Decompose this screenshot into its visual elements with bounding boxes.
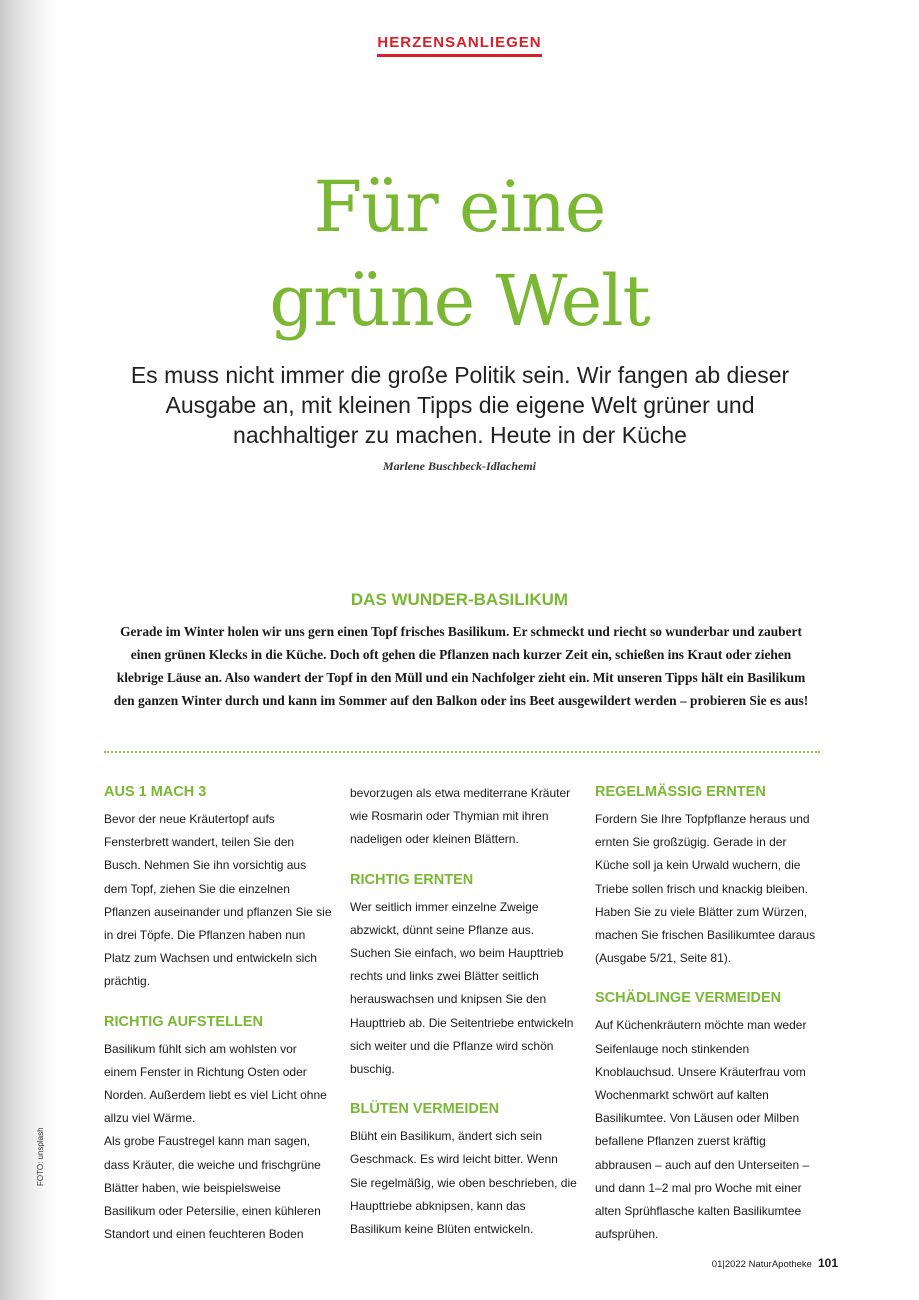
paragraph: Basilikum fühlt sich am wohlsten vor einem Fenster in Richtung Osten oder Norden. Außerdem liebt es viel Licht ohne allzu viel Wärme. (104, 1041, 327, 1126)
subheading-blueten-vermeiden: BLÜTEN VERMEIDEN (350, 1101, 500, 1118)
subheading-richtig-aufstellen: RICHTIG AUFSTELLEN (104, 1013, 263, 1030)
issue-label: 01|2022 NaturApotheke (711, 1259, 812, 1270)
dotted-divider (104, 751, 820, 753)
intro-text: Es muss nicht immer die große Politik sein. Wir fangen ab dieser Ausgabe an, mit kleinen Tipps die eigene Welt grüner und nachhaltiger zu machen. Heute in der Küche (130, 362, 790, 448)
paragraph-continued: bevorzugen als etwa mediterrane Kräuter wie Rosmarin oder Thymian mit ihren nadeligen oder kleinen Blättern. (350, 786, 571, 847)
subheading-regelmaessig-ernten: REGELMÄSSIG ERNTEN (595, 784, 766, 800)
kicker-label: HERZENSANLIEGEN (377, 34, 541, 57)
paragraph: Auf Küchenkräutern möchte man weder Seifenlauge noch stinkenden Knoblauchsud. Unsere Kräuterfrau vom Wochenmarkt schwört auf kalten Basilikumtee. Von Läusen oder Milben befallene Pflanzen zuerst kräftig abbrausen – auch auf den Unterseiten – und dann 1–2 mal pro Woche mit einer alten Sprühflasche kalten Basilikumtee aufsprühen. (595, 1018, 810, 1242)
subheading-richtig-ernten: RICHTIG ERNTEN (350, 871, 474, 888)
author-byline: Marlene Buschbeck-Idlachemi (383, 459, 536, 473)
paragraph: Blüht ein Basilikum, ändert sich sein Geschmack. Es wird leicht bitter. Wenn Sie regelmäßig, wie oben beschrieben, die Haupttriebe abknipsen, kann das Basilikum keine Blüten entwickeln. (350, 1129, 577, 1237)
subheading-schaedlinge-vermeiden: SCHÄDLINGE VERMEIDEN (595, 990, 782, 1007)
page-number: 101 (817, 1256, 838, 1270)
paragraph: Als grobe Faustregel kann man sagen, dass Kräuter, die weiche und frischgrüne Blätter haben, wie beispielsweise Basilikum oder Petersilie, einen kühleren Standort und einen feuchteren Boden (104, 1134, 321, 1242)
page-footer (712, 1256, 838, 1270)
column-1 (104, 782, 332, 1246)
title-line-2: grüne Welt (269, 260, 650, 342)
column-3 (595, 782, 823, 1246)
title-line-1: Für eine (313, 166, 606, 248)
paragraph: Wer seitlich immer einzelne Zweige abzwickt, dünnt seine Pflanze aus. Suchen Sie einfach, wo beim Haupttrieb rechts und links zwei Blätter seitlich herauswachsen und knipsen Sie den Haupttrieb ab. Die Seitentriebe entwickeln sich weiter und die Pflanze wird schön buschig. (350, 899, 574, 1077)
column-2 (350, 782, 578, 1241)
photo-credit: FOTO: unsplash (36, 1127, 45, 1186)
subheading-aus-1-mach-3: AUS 1 MACH 3 (104, 784, 207, 800)
page-title (0, 160, 919, 348)
paragraph: Bevor der neue Kräutertopf aufs Fensterbrett wandert, teilen Sie den Busch. Nehmen Sie ihn vorsichtig aus dem Topf, ziehen Sie die einzelnen Pflanzen auseinander und pflanzen Sie sie in drei Töpfe. Die Pflanzen haben nun Platz zum Wachsen und entwickeln sich prächtig. (104, 812, 332, 989)
section-lead: Gerade im Winter holen wir uns gern einen Topf frisches Basilikum. Er schmeckt und riecht so wunderbar und zaubert einen grünen Klecks in die Küche. Doch oft gehen die Pflanzen nach kurzer Zeit ein, schießen ins Kraut oder ziehen klebrige Läuse an. Also wandert der Topf in den Müll und ein Nachfolger zieht ein. Mit unseren Tipps hält ein Basilikum den ganzen Winter durch und kann im Sommer auf den Balkon oder ins Beet ausgewildert werden – probieren Sie es aus! (113, 624, 809, 708)
kicker (0, 34, 919, 57)
paragraph: Fordern Sie Ihre Topfpflanze heraus und ernten Sie großzügig. Gerade in der Küche soll ja kein Urwald wuchern, die Triebe sollen frisch und knackig bleiben. Haben Sie zu viele Blätter zum Würzen, machen Sie frischen Basilikumtee daraus (Ausgabe 5/21, Seite 81). (595, 812, 816, 966)
section-heading: DAS WUNDER-BASILIKUM (350, 590, 569, 609)
